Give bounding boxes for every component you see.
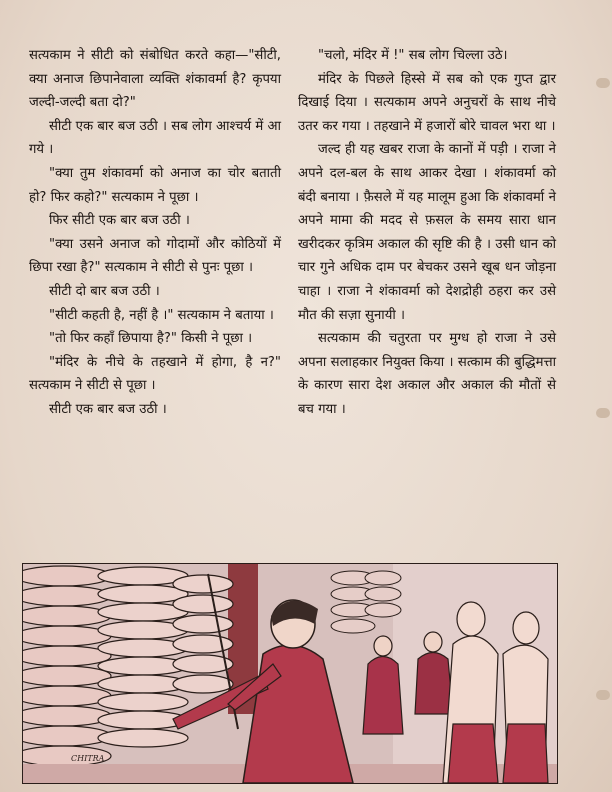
right-text-column [298,44,556,422]
binding-mark [596,408,610,418]
paragraph: "क्या उसने अनाज को गोदामों और कोठियों में छिपा रखा है?" सत्यकाम ने सीटी से पुनः पूछा । [29,236,281,276]
paragraph: फिर सीटी एक बार बज उठी । [49,213,190,229]
warehouse-scene-image [23,564,557,783]
paragraph: "सीटी कहती है, नहीं है ।" सत्यकाम ने बताया । [49,307,274,323]
paragraph: सीटी दो बार बज उठी । [49,283,160,299]
paragraph: सत्यकाम ने सीटी को संबोधित करते कहा—"सीटी, क्या अनाज छिपानेवाला व्यक्ति शंकावर्मा है? कृपया जल्दी-जल्दी बता दो?" [29,48,281,111]
paragraph: जल्द ही यह खबर राजा के कानों में पड़ी । राजा ने अपने दल-बल के साथ आकर देखा । शंकावर्मा को बंदी बनाया । फ़ैसले में यह मालूम हुआ कि शंकावर्मा ने अपने मामा की मदद से फ़सल के समय सारा धान खरीदकर कृत्रिम अकाल की सृष्टि की है । उसी धान को चार गुने अधिक दाम पर बेचकर उसने खूब धन जोड़ना चाहा । राजा ने शंकावर्मा को देशद्रोही ठहरा कर उसे मौत की सज़ा सुनायी । [298,142,556,323]
binding-mark [596,78,610,88]
paragraph: सत्यकाम की चतुरता पर मुग्ध हो राजा ने उसे अपना सलाहकार नियुक्त किया । सत्काम की बुद्धिमत्ता के कारण सारा देश अकाल और अकाल की मौतों से बच गया । [298,331,556,417]
story-illustration [22,563,558,784]
left-text-column [29,44,281,422]
paragraph: "क्या तुम शंकावर्मा को अनाज का चोर बताती हो? फिर कहो?" सत्यकाम ने पूछा । [29,165,281,205]
binding-mark [596,690,610,700]
paragraph: "तो फिर कहाँ छिपाया है?" किसी ने पूछा । [49,331,253,347]
paragraph: सीटी एक बार बज उठी । [49,401,167,417]
paragraph: "मंदिर के नीचे के तहखाने में होगा, है न?" सत्यकाम ने सीटी से पूछा । [29,354,281,394]
paragraph: मंदिर के पिछले हिस्से में सब को एक गुप्त द्वार दिखाई दिया । सत्यकाम अपने अनुचरों के साथ नीचे उतर कर गया । तहखाने में हजारों बोरे चावल भरा था । [298,71,556,134]
artist-signature: CHITRA [71,754,105,763]
paragraph: सीटी एक बार बज उठी । सब लोग आश्चर्य में आ गये । [29,118,281,158]
paragraph: "चलो, मंदिर में !" सब लोग चिल्ला उठे। [318,48,508,63]
